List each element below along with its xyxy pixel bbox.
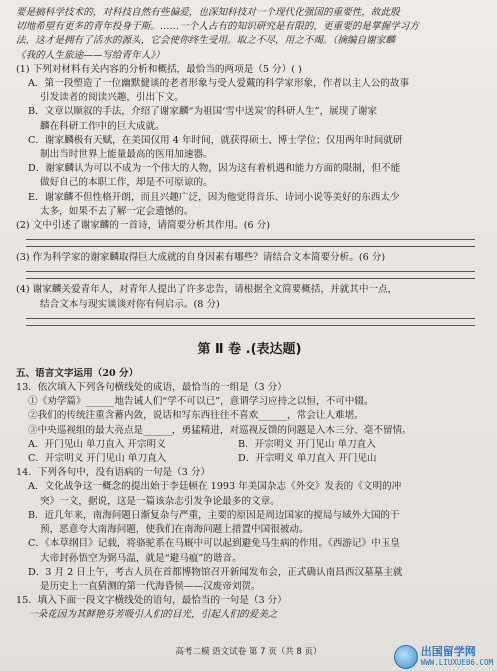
intro-passage — [16, 6, 483, 63]
q14-option-a: A．文化战争这一概念的提出始于李廷顿在 1993 年美国杂志《外交》发表的《文明的冲 — [28, 481, 402, 493]
answer-line — [26, 246, 475, 247]
q3-stem: (3) 作为科学家的谢家麟取得巨大成就的自身因素有哪些？请结合文本简要分析。(6 分) — [16, 252, 386, 264]
q15-stem: 15．填入下面一段文字横线处的语句，最恰当的一句是（3 分） — [16, 595, 287, 607]
q13-sentence: ③中央巡视组的最大亮点是______，勇猛精进，对巡视反馈的问题是入木三分、毫不留情。 — [28, 424, 412, 436]
q14-option-b: B．近几年来，南海问题日渐复杂与严重，主要的原因是周边国家的搅局与域外大国的干 — [28, 509, 400, 521]
q1-stem: (1) 下列对材料有关内容的分析和概括，最恰当的两项是（5 分）( ) — [16, 63, 302, 75]
q14-option-c: C．《本草纲目》记载，将骆驼系在马厩中可以起到避免马生病的作用。《西游记》中玉皇 — [28, 538, 400, 550]
question-1 — [16, 63, 483, 219]
q13-option-d: D．开宗明义 单刀直入 开门见山 — [238, 453, 377, 465]
q1-option-b-cont: 麟在科研工作中的巨大成就。 — [40, 120, 165, 132]
question-2 — [16, 219, 483, 247]
section-5-heading: 五、语言文字运用（20 分） — [16, 367, 139, 379]
answer-line — [26, 239, 475, 240]
q4-stem: (4) 谢家麟关爱青年人，对青年人提出了许多忠告，请根据全文简要概括，并就其中一点， — [16, 284, 398, 296]
question-13 — [16, 381, 483, 466]
watermark-url: WWW.LIUXUE86.COM — [420, 658, 493, 667]
q1-option-a: A．第一段塑造了一位幽默健谈的老者形象与受人爱戴的科学家形象，作者以主人公的故事 — [28, 78, 410, 90]
q13-options-row — [16, 438, 483, 452]
q1-option-a-cont: 引发读者的阅读兴趣，引出下文。 — [40, 92, 184, 104]
answer-line — [26, 325, 475, 326]
q1-option-b: B．文章以顺叙的手法，介绍了谢家麟“为祖国‘雪中送炭’的科研人生”，展现了谢家 — [28, 106, 378, 118]
intro-line: 《我的人生旅途——写给青年人》） — [16, 49, 165, 61]
answer-line — [26, 271, 475, 272]
q13-stem: 13．依次填入下列各句横线处的成语，最恰当的一组是（3 分） — [16, 382, 287, 394]
q13-options-row — [16, 452, 483, 466]
q13-option-a: A．开门见山 单刀直入 开宗明义 — [28, 438, 166, 450]
q4-stem-cont: 结合文本与现实谈谈对你有何启示。(8 分) — [40, 298, 220, 310]
q1-option-c-cont: 制出当时世界上能量最高的医用加速器。 — [40, 149, 213, 161]
q15-passage: 一朵花因为其鲜艳芬芳吸引人们的目光，引起人们的爱美之 — [28, 609, 278, 621]
question-15 — [16, 594, 483, 622]
part-2-title: 第 Ⅱ 卷 .(表达题) — [197, 341, 302, 357]
q13-option-c: C．开宗明义 开门见山 单刀直入 — [28, 453, 167, 465]
q14-option-c-cont: 大帝封孙悟空为弼马温，就是“避马瘟”的谐音。 — [40, 552, 242, 564]
question-4 — [16, 283, 483, 325]
intro-line: 法，这才是拥有了活水的源头，它会使你终生受用。取之不尽，用之不竭。（摘编自谢家麟 — [16, 35, 395, 47]
q1-option-d: D．谢家麟认为可以不成为一个伟大的人物，因为这有着机遇和能力方面的限制，但不能 — [28, 163, 401, 175]
answer-line — [26, 318, 475, 319]
q13-option-b: B．开宗明义 开门见山 单刀直入 — [238, 438, 376, 450]
q14-option-a-cont: 突》一文，据说，这是一篇该杂志引发争论最多的文章。 — [40, 495, 280, 507]
q13-sentence: ①《劝学篇》______地告诫人们“学不可以已”，意谓学习应持之以恒，不可中辍。 — [28, 396, 374, 408]
page-footer: 高考二模 语文试卷 第 7 页（共 8 页） — [175, 647, 322, 657]
q14-option-d-cont: 是历史上一直猜测的第一代海昏侯——汉废帝刘贺。 — [40, 580, 261, 592]
globe-logo-icon — [394, 645, 418, 669]
q1-option-d-cont: 做好自己的本职工作，却是不可原谅的。 — [40, 177, 213, 189]
site-watermark — [375, 645, 493, 669]
q1-option-e: E．谢家麟不但性格开朗，而且兴趣广泛，因为他觉得音乐、诗词小说等美好的东西太少 — [28, 191, 400, 203]
q14-option-d: D．3 月 2 日上午，考古人员在首都博物馆召开新闻发布会，正式确认南昌西汉墓墓主就 — [28, 566, 403, 578]
question-3 — [16, 251, 483, 279]
watermark-brand: 出国留学网 — [420, 645, 476, 658]
q2-stem: (2) 文中引述了谢家麟的一首诗，请简要分析其作用。(6 分) — [16, 220, 270, 232]
q1-option-c: C．谢家麟极有天赋，在美国仅用 4 年时间，就获得硕士、博士学位；仅用两年时间就研 — [28, 134, 403, 146]
q1-option-e-cont: 太多，如果不去了解一定会遗憾的。 — [40, 205, 194, 217]
intro-line: 要是搞科学技术的，对科技自然有些偏爱，也深知科技对一个现代化强国的重要性，故此殷 — [16, 7, 400, 18]
q13-sentence: ②我们的传统注重含蓄内敛，说话和写东西往往不喜欢______，常会让人难堪。 — [28, 410, 364, 422]
q14-stem: 14．下列各句中，没有语病的一句是（3 分） — [16, 467, 211, 479]
answer-line — [26, 278, 475, 279]
q14-option-b-cont: 预，恶意夸大南海问题，使我们在南海问题上措置中国很被动。 — [40, 524, 309, 536]
intro-line: 切地希望有更多的青年投身于斯。……一个人占有的知识研究是有限的，更重要的是掌握学习方 — [16, 21, 419, 33]
question-14 — [16, 466, 483, 594]
